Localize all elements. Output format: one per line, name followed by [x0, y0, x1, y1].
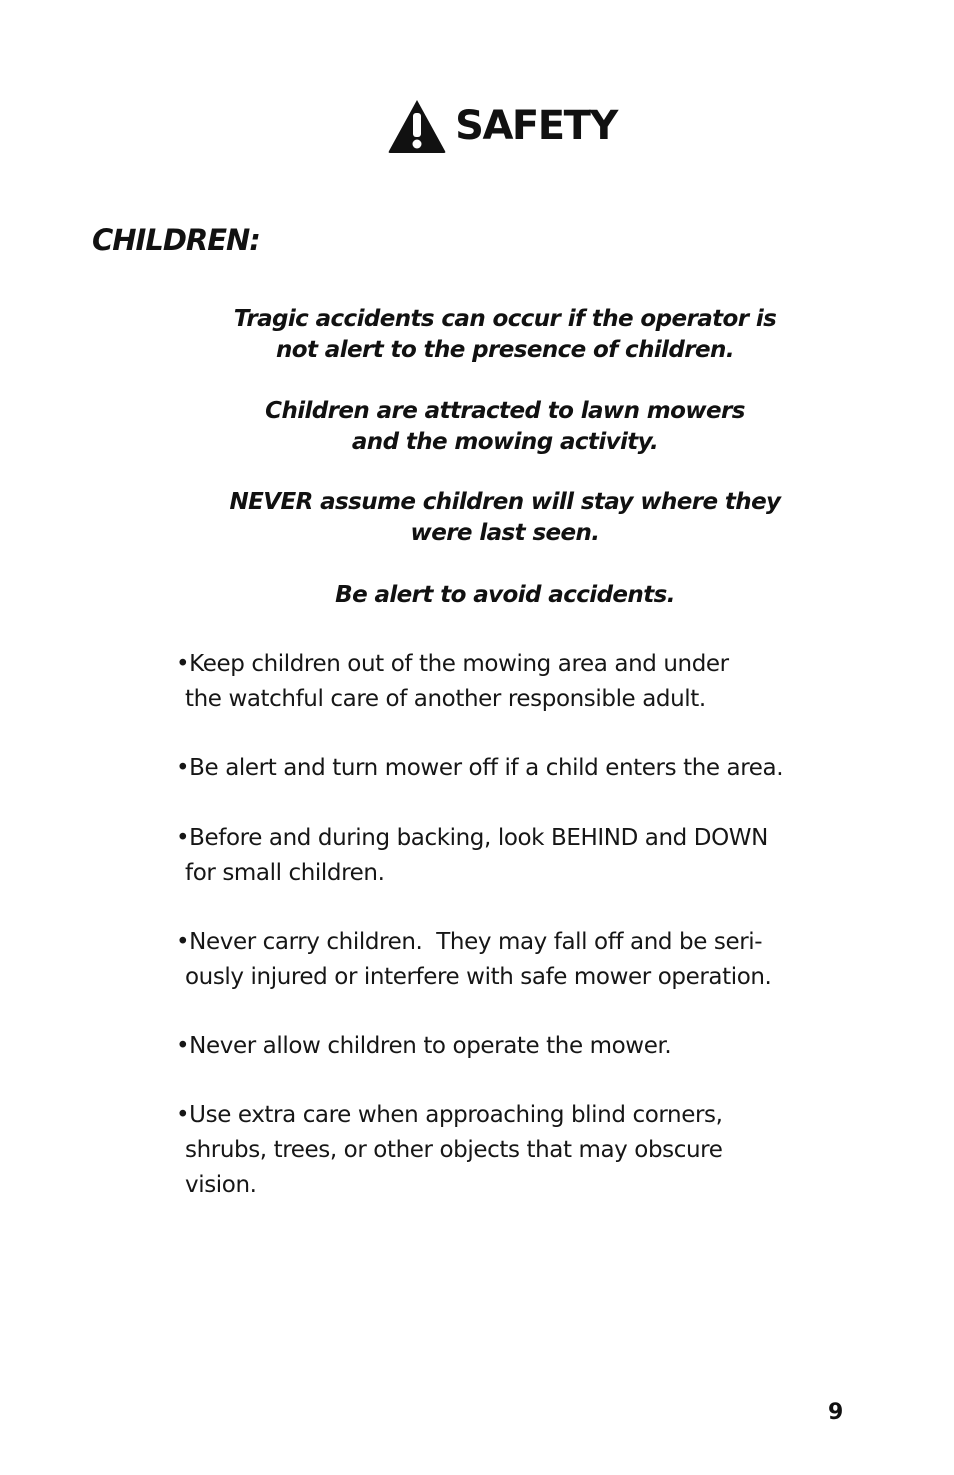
warning-statement	[170, 396, 840, 458]
list-item-text: Be alert and turn mower off if a child enters the area.	[189, 755, 784, 781]
list-item	[176, 925, 856, 995]
list-item-line	[176, 925, 856, 960]
list-item-text: Keep children out of the mowing area and under	[189, 651, 729, 677]
list-item	[176, 1029, 856, 1064]
warning-line: Tragic accidents can occur if the operator is	[233, 306, 777, 332]
header-title-group	[387, 96, 617, 156]
list-item-line	[176, 1098, 856, 1133]
list-item-text: Before and during backing, look BEHIND and DOWN	[189, 825, 768, 851]
list-item-text: Never carry children. They may fall off and be seri-	[189, 929, 763, 955]
warning-line: Children are attracted to lawn mowers	[265, 398, 745, 424]
warning-statement	[170, 304, 840, 366]
bullet-marker: •	[176, 825, 190, 851]
warning-triangle-icon	[387, 98, 447, 154]
list-item-text: Use extra care when approaching blind corners,	[189, 1102, 723, 1128]
bullet-marker: •	[176, 929, 190, 955]
bullet-marker: •	[176, 755, 190, 781]
warning-statement	[170, 580, 840, 611]
list-item-text: Never allow children to operate the mower.	[189, 1033, 672, 1059]
list-item	[176, 751, 856, 786]
warning-line-first	[170, 487, 840, 518]
list-item	[176, 647, 856, 717]
page-number: 9	[828, 1400, 844, 1425]
list-item-text: ously injured or interfere with safe mower operation.	[185, 964, 772, 990]
page-title: SAFETY	[455, 103, 617, 149]
list-item	[176, 1098, 856, 1203]
list-item-text: the watchful care of another responsible adult.	[185, 686, 706, 712]
list-item-text: vision.	[185, 1172, 257, 1198]
warning-line: assume children will stay where they	[312, 489, 781, 515]
warning-statement	[170, 487, 840, 549]
section-heading: CHILDREN:	[92, 223, 260, 257]
warning-line: were last seen.	[410, 520, 600, 546]
list-item	[176, 821, 856, 891]
list-item-line	[176, 647, 856, 682]
list-item-line	[176, 821, 856, 856]
list-item-text: shrubs, trees, or other objects that may obscure	[185, 1137, 723, 1163]
page-header	[0, 96, 954, 156]
list-item-text: for small children.	[185, 860, 385, 886]
bullet-marker: •	[176, 1033, 190, 1059]
warning-line: not alert to the presence of children.	[276, 337, 734, 363]
bullet-marker: •	[176, 1102, 190, 1128]
bullet-marker: •	[176, 651, 190, 677]
warning-line: and the mowing activity.	[351, 429, 659, 455]
warning-line: Be alert to avoid accidents.	[335, 582, 675, 608]
list-item-line	[176, 751, 856, 786]
warning-emphasis: NEVER	[229, 489, 313, 515]
list-item-line	[176, 1029, 856, 1064]
